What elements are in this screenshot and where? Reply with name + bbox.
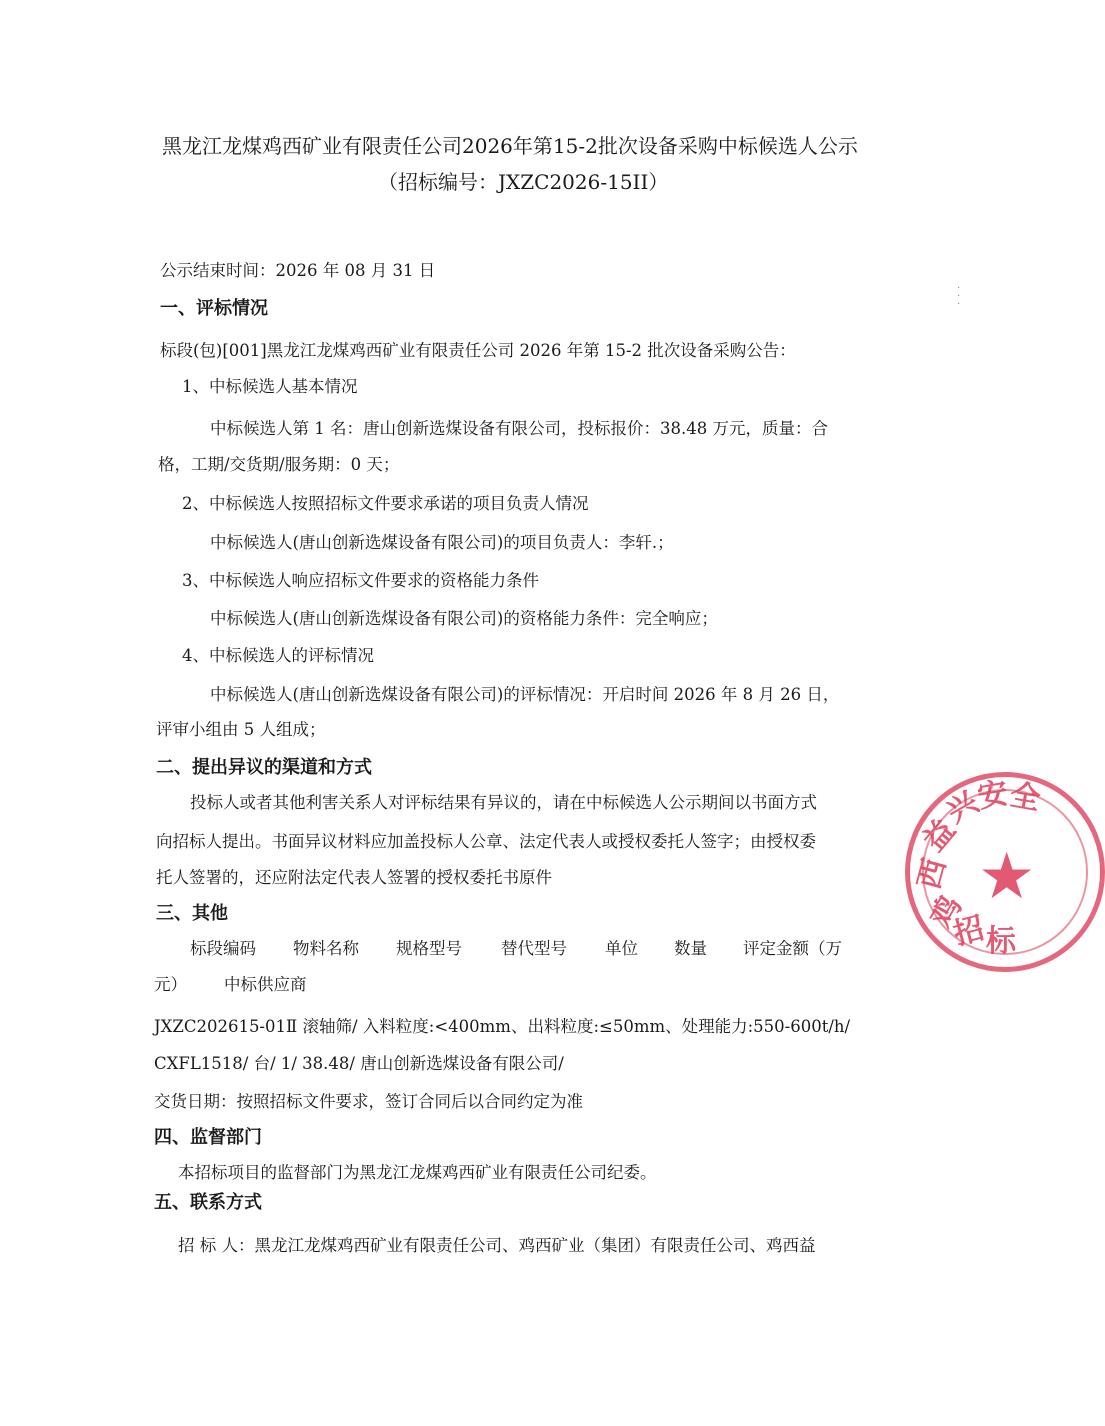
tender-number: （招标编号：JXZC2026-15II） — [378, 170, 669, 194]
publication-end-time: 公示结束时间：2026 年 08 月 31 日 — [160, 261, 436, 280]
table-header-cont — [0, 974, 1000, 996]
seal-char: 招 — [949, 910, 988, 953]
section-1-heading: 一、评标情况 — [160, 298, 268, 319]
delivery-date: 交货日期：按照招标文件要求，签订合同后以合同约定为准 — [154, 1092, 583, 1111]
seal-char: 兴 — [941, 784, 985, 831]
document-title: 黑龙江龙煤鸡西矿业有限责任公司2026年第15-2批次设备采购中标候选人公示 — [162, 134, 858, 158]
column-header: 评定金额（万 — [743, 939, 842, 958]
section-2-heading: 二、提出异议的渠道和方式 — [156, 757, 372, 778]
item-4-title: 4、中标候选人的评标情况 — [182, 646, 374, 665]
supervision-text: 本招标项目的监督部门为黑龙江龙煤鸡西矿业有限责任公司纪委。 — [178, 1163, 657, 1182]
section-4-heading: 四、监督部门 — [154, 1127, 262, 1148]
scan-speck: · · · — [957, 283, 961, 310]
column-header: 规格型号 — [396, 939, 462, 958]
company-seal — [905, 772, 1105, 972]
star-icon: ★ — [978, 840, 1036, 914]
column-header: 元） — [154, 975, 187, 994]
item-3-text: 中标候选人(唐山创新选煤设备有限公司)的资格能力条件：完全响应； — [210, 609, 718, 628]
objection-text: 投标人或者其他利害关系人对评标结果有异议的，请在中标候选人公示期间以书面方式 — [190, 793, 817, 812]
seal-char: 益 — [916, 812, 963, 859]
seal-char: 标 — [986, 924, 1016, 959]
table-row-cont: CXFL1518/ 台/ 1/ 38.48/ 唐山创新选煤设备有限公司/ — [154, 1054, 564, 1073]
contact-text: 招 标 人：黑龙江龙煤鸡西矿业有限责任公司、鸡西矿业（集团）有限责任公司、鸡西益 — [178, 1236, 816, 1255]
section-3-heading: 三、其他 — [156, 903, 228, 924]
seal-char: 鸡 — [923, 890, 970, 934]
item-1-title: 1、中标候选人基本情况 — [182, 377, 358, 396]
section-5-heading: 五、联系方式 — [154, 1192, 262, 1213]
seal-char: 全 — [1007, 777, 1043, 818]
seal-char: 安 — [975, 775, 1011, 816]
column-header: 标段编码 — [190, 939, 256, 958]
item-1-text-cont: 格，工期/交货期/服务期：0 天； — [158, 455, 400, 474]
table-header — [0, 938, 1000, 960]
item-3-title: 3、中标候选人响应招标文件要求的资格能力条件 — [182, 571, 539, 590]
item-1-text: 中标候选人第 1 名：唐山创新选煤设备有限公司，投标报价：38.48 万元，质量：合 — [210, 419, 828, 438]
objection-text-cont-1: 向招标人提出。书面异议材料应加盖投标人公章、法定代表人或授权委托人签字；由授权委 — [156, 832, 816, 851]
table-row: JXZC202615-01Ⅱ 滚轴筛/ 入料粒度:<400mm、出料粒度:≤50mm、处理能力:550-600t/h/ — [154, 1017, 851, 1036]
package-line: 标段(包)[001]黑龙江龙煤鸡西矿业有限责任公司 2026 年第 15-2 批次设备采购公告： — [160, 341, 796, 360]
column-header: 物料名称 — [293, 939, 359, 958]
item-2-title: 2、中标候选人按照招标文件要求承诺的项目负责人情况 — [182, 494, 589, 513]
item-4-text: 中标候选人(唐山创新选煤设备有限公司)的评标情况：开启时间 2026 年 8 月 26 日， — [210, 685, 840, 704]
column-header: 数量 — [674, 939, 707, 958]
item-4-text-cont: 评审小组由 5 人组成； — [156, 720, 326, 739]
objection-text-cont-2: 托人签署的，还应附法定代表人签署的授权委托书原件 — [156, 868, 552, 887]
column-header: 单位 — [605, 939, 638, 958]
column-header: 中标供应商 — [224, 975, 307, 994]
column-header: 替代型号 — [501, 939, 567, 958]
seal-char: 西 — [911, 854, 954, 893]
item-2-text: 中标候选人(唐山创新选煤设备有限公司)的项目负责人：李轩.； — [210, 533, 674, 552]
